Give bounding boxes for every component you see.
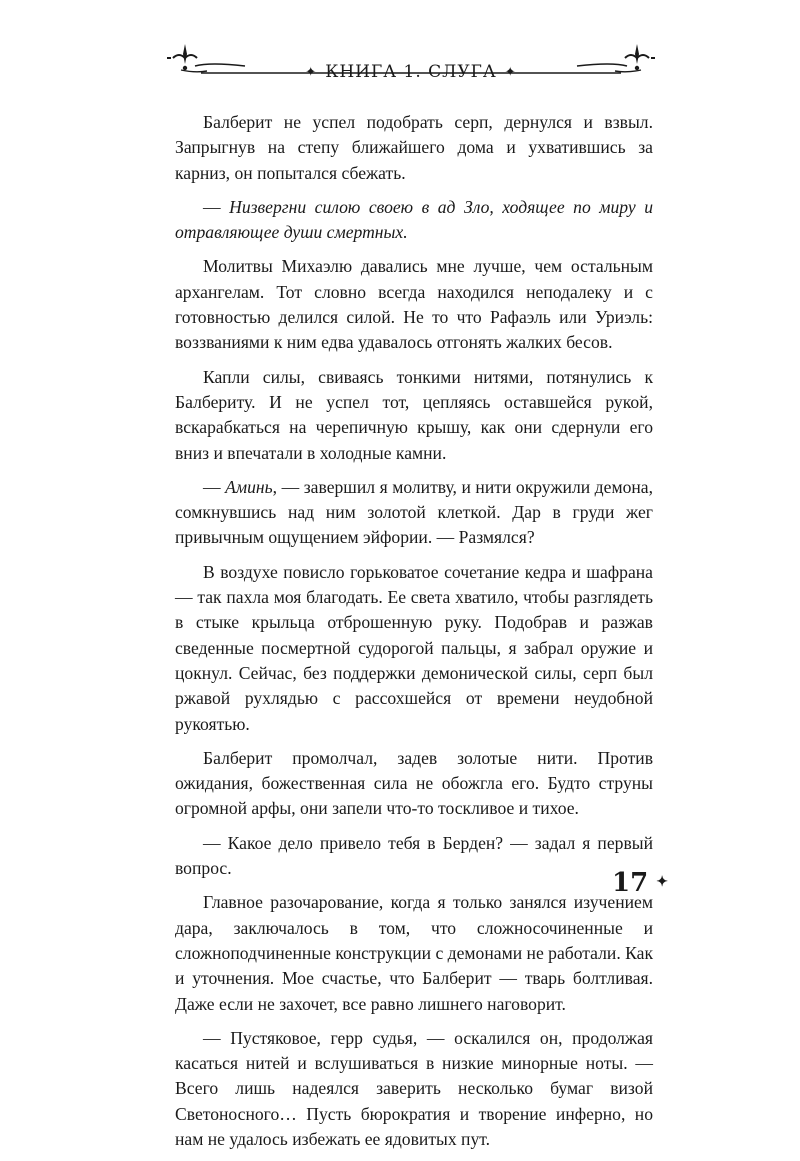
paragraph: Балберит промолчал, задев золотые нити. Против ожидания, божественная сила не обожгла его. Будто струны огромной арфы, они запели что-то тоскливое и тихое.	[175, 747, 653, 819]
page-number	[612, 868, 668, 898]
paragraph-rest: , — завершил я молитву, и нити окружили демона, сомкнувшись над ним золотой клеткой. Дар в груди жег привычным ощущением эйфории. — Размялся?	[175, 476, 653, 548]
paragraph: В воздухе повисло горьковатое сочетание кедра и шафрана — так пахла моя благодать. Ее света хватило, чтобы разглядеть в стыке крыльца отброшенную руку. Подобрав и разжав сведенные посмертной судорогой пальцы, я забрал оружие и цокнул. Сейчас, без поддержки демонической силы, серп был ржавой рухлядью с рассохшейся от времени неудобной рукоятью.	[175, 561, 653, 734]
dash: —	[203, 476, 226, 497]
paragraph	[175, 475, 653, 551]
running-title-text: КНИГА 1. СЛУГА	[325, 62, 497, 82]
paragraph: Молитвы Михаэлю давались мне лучше, чем остальным архангелам. Тот словно всегда находился неподалеку и с готовностью делился силой. Не то что Рафаэль или Уриэль: воззваниями к ним едва удавалось отгонять жалких бесов.	[175, 256, 653, 353]
italic-prayer: Низвергни силою своею в ад Зло, ходящее по миру и отравляющее души смертных.	[175, 196, 653, 243]
paragraph	[175, 195, 653, 246]
paragraph: — Пустяковое, герр судья, — оскалился он, продолжая касаться нитей и вслушиваться в низкие минорные ноты. — Всего лишь надеялся заверить несколько бумаг визой Светоносного… Пусть бюрократия и творение инферно, но нам не удалось избежать ее ядовитых пут.	[175, 1027, 653, 1149]
paragraph: — Какое дело привело тебя в Берден? — задал я первый вопрос.	[175, 832, 653, 879]
four-point-star-icon: ✦	[656, 874, 668, 890]
dash: —	[203, 196, 230, 217]
body-text	[175, 110, 653, 1161]
paragraph: Главное разочарование, когда я только занялся изучением дара, заключалось в том, что сложносочиненные и сложноподчиненные конструкции с демонами не работали. Как и уточнения. Мое счастье, что Балберит — тварь болтливая. Даже если не захочет, все равно лишнего наговорит.	[175, 892, 653, 1014]
four-point-star-icon: ✦	[305, 65, 318, 80]
four-point-star-icon: ✦	[504, 65, 517, 80]
paragraph: Капли силы, свиваясь тонкими нитями, потянулись к Балбериту. И не успел тот, цепляясь оставшейся рукой, вскарабкаться на черепичную крышу, как они сдернули его вниз и впечатали в холодные камни.	[175, 366, 653, 463]
running-title	[165, 62, 657, 82]
italic-word: Аминь	[225, 476, 273, 497]
page-number-text: 17	[612, 868, 649, 898]
paragraph: Балберит не успел подобрать серп, дернулся и взвыл. Запрыгнув на степу ближайшего дома и ухватившись за карниз, он попытался сбежать.	[175, 112, 653, 183]
page-header	[165, 40, 657, 90]
